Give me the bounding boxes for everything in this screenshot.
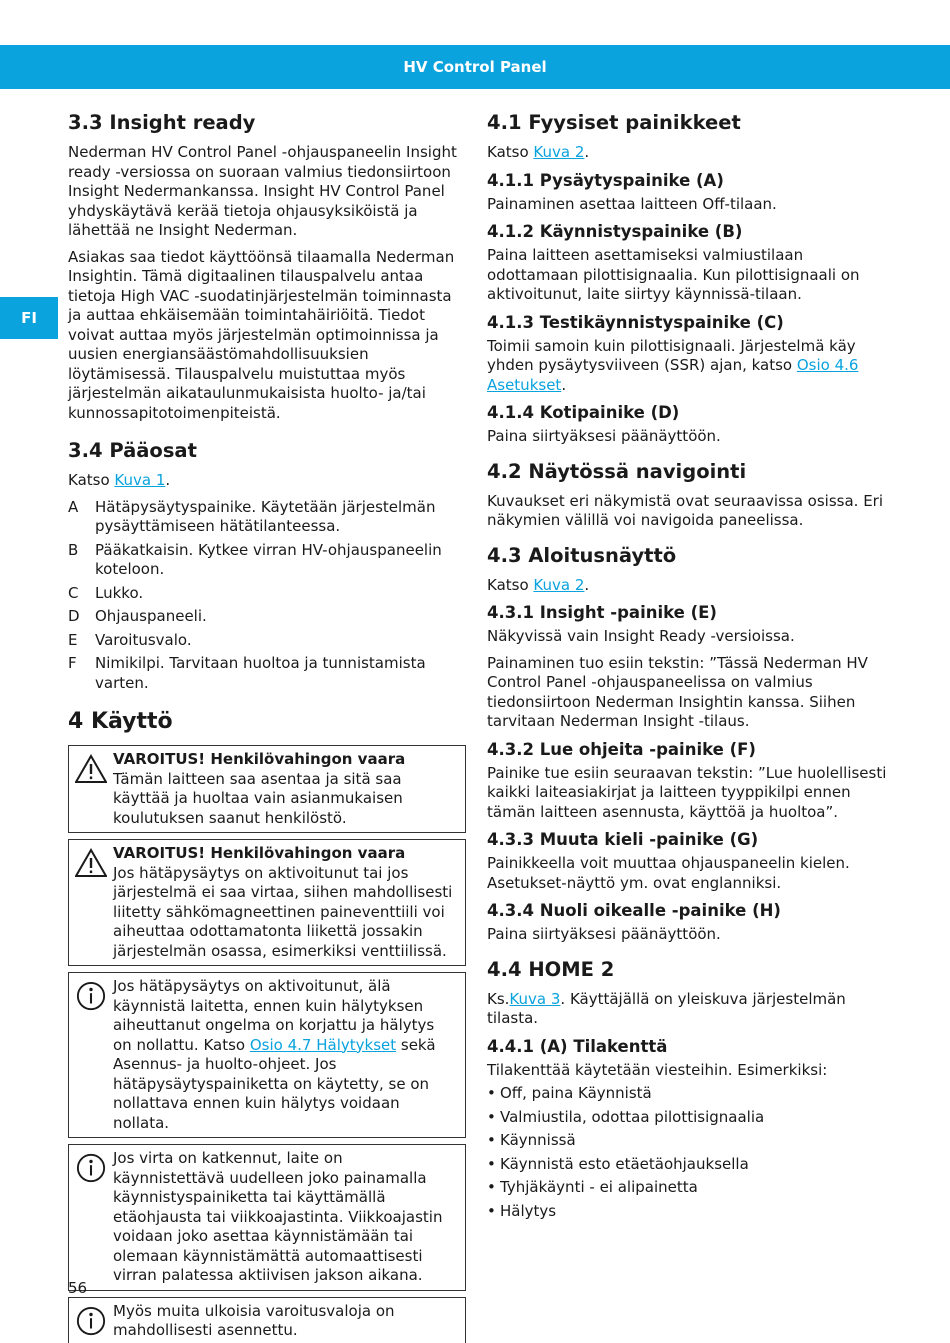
info-icon (75, 1306, 107, 1336)
info-icon (75, 1153, 107, 1183)
warning-text: Jos hätäpysäytys on aktivoitunut tai jos järjestelmä ei saa virtaa, siihen mahdollisesti liitetty sähkömagneettinen paineventtiili voi aiheuttaa odottamatonta liikettä jossakin järjestelmän osassa, esimerkiksi venttiilissä. (113, 863, 453, 960)
info-icon (75, 981, 107, 1011)
section-4-3-1-title: 4.3.1 Insight -painike (E) (487, 603, 717, 622)
list-item: B Pääkatkaisin. Kytkee virran HV-ohjauspaneelin koteloon. (68, 540, 442, 578)
chapter-4-title: 4 Käyttö (68, 709, 173, 734)
page-number: 56 (68, 1279, 88, 1297)
section-4-7-link[interactable]: Osio 4.7 Hälytykset (249, 1035, 397, 1054)
left-column (68, 110, 466, 1343)
language-tab (0, 297, 58, 339)
list-item: E Varoitusvalo. (68, 630, 192, 649)
status-message-list (487, 1084, 887, 1221)
section-4-2-text: Kuvaukset eri näkymistä ovat seuraavissa osissa. Eri näkymien välillä voi navigoida paneelissa. (487, 491, 884, 529)
section-4-1-title: 4.1 Fyysiset painikkeet (487, 111, 741, 134)
section-3-3-paragraph-2: Asiakas saa tiedot käyttöönsä tilaamalla Nederman Insightin. Tämä digitaalinen tilauspalvelu antaa tietoja High VAC -suodatinjärjestelmän toiminnasta ja auttaa ehkäisemään toimintahäiriöitä. Tiedot voivat auttaa myös järjestelmän optimoinnissa ja uusien energiansäästömahdollisuuksien löytämisessä. Tilauspalvelu muistuttaa myös järjestelmän aikataulunmukaisista huolto- ja/tai kunnossapitotoimenpiteistä. (68, 247, 455, 422)
section-4-1-3-text: Toimii samoin kuin pilottisignaali. Järjestelmä käy yhden pysäytysviiveen (SSR) ajan, katso Osio 4.6 Asetukset. (487, 336, 859, 394)
section-4-1-4-title: 4.1.4 Kotipainike (D) (487, 403, 680, 422)
figure-2-link[interactable]: Kuva 2 (533, 143, 585, 161)
section-4-1-2-text: Paina laitteen asettamiseksi valmiustilaan odottamaan pilottisignaalia. Kun pilottisignaali on aktivoitunut, laite siirtyy käynnissä-tilaan. (487, 246, 860, 303)
warning-triangle-icon (75, 754, 107, 784)
language-tab-label: FI (21, 309, 37, 327)
section-4-4-1-text: Tilakenttää käytetään viesteihin. Esimerkiksi: (487, 1060, 828, 1079)
section-4-1-4-text: Paina siirtyäksesi päänäyttöön. (487, 427, 721, 445)
section-4-3-4-text: Paina siirtyäksesi päänäyttöön. (487, 925, 721, 943)
section-4-1-1-text: Painaminen asettaa laitteen Off-tilaan. (487, 194, 777, 213)
section-4-2-title: 4.2 Näytössä navigointi (487, 459, 747, 483)
warning-box (68, 745, 466, 833)
section-4-3-1-text-2: Painaminen tuo esiin tekstin: ”Tässä Nederman HV Control Panel -ohjauspaneelissa on valmius tiedonsiirtoon Nederman Insightin kanssa. Siihen tarvitaan Nederman Insight -tilaus. (487, 653, 868, 730)
header-bar (0, 45, 950, 89)
section-4-4-1-title: 4.4.1 (A) Tilakenttä (487, 1036, 668, 1056)
list-item: • Käynnistä esto etäetäohjauksella (487, 1154, 749, 1173)
info-text: Jos virta on katkennut, laite on käynnistettävä uudelleen joko painamalla käynnistyspainiketta tai käyttämällä etäohjausta tai viikkoajastinta. Viikkoajastin voidaan joko asettaa käynnistämään tai olemaan käynnistämättä automaattisesti virran palatessa aktiivisen jakson aikana. (113, 1149, 443, 1284)
section-4-1-3-title: 4.1.3 Testikäynnistyspainike (C) (487, 312, 784, 332)
section-4-4-reference: Ks.Kuva 3. Käyttäjällä on yleiskuva järjestelmän tilasta. (487, 989, 846, 1027)
list-item: • Käynnissä (487, 1131, 576, 1149)
list-item: • Hälytys (487, 1201, 557, 1220)
info-box (68, 972, 466, 1138)
figure-2-link[interactable]: Kuva 2 (533, 575, 585, 594)
warning-text: Tämän laitteen saa asentaa ja sitä saa käyttää ja huoltaa vain asianmukaisen koulutuksen saanut henkilöstö. (113, 769, 403, 827)
section-4-6-link[interactable]: Osio 4.6 Asetukset (487, 356, 859, 394)
section-4-3-1-text-1: Näkyvissä vain Insight Ready -versioissa. (487, 627, 795, 645)
list-item: A Hätäpysäytyspainike. Käytetään järjestelmän pysäyttämiseen hätätilanteessa. (68, 497, 436, 535)
section-4-3-3-title: 4.3.3 Muuta kieli -painike (G) (487, 830, 759, 849)
section-4-3-3-text: Painikkeella voit muuttaa ohjauspaneelin kielen. Asetukset-näyttö ym. ovat englanniksi. (487, 854, 850, 892)
section-4-3-4-title: 4.3.4 Nuoli oikealle -painike (H) (487, 901, 781, 920)
section-3-3-title: 3.3 Insight ready (68, 111, 256, 134)
right-column (487, 110, 887, 1225)
list-item: • Valmiustila, odottaa pilottisignaalia (487, 1107, 765, 1126)
section-3-4-reference: Katso Kuva 1. (68, 471, 171, 489)
section-4-3-title: 4.3 Aloitusnäyttö (487, 543, 677, 567)
info-text: Myös muita ulkoisia varoitusvaloja on mahdollisesti asennettu. (113, 1301, 395, 1339)
section-4-1-1-title: 4.1.1 Pysäytyspainike (A) (487, 170, 724, 190)
info-box (68, 1297, 466, 1343)
figure-1-link[interactable]: Kuva 1 (114, 471, 166, 489)
section-4-3-2-title: 4.3.2 Lue ohjeita -painike (F) (487, 739, 756, 759)
list-item: • Off, paina Käynnistä (487, 1084, 652, 1102)
parts-list (68, 498, 466, 694)
list-item: C Lukko. (68, 583, 144, 602)
header-title: HV Control Panel (403, 58, 547, 76)
list-item: F Nimikilpi. Tarvitaan huoltoa ja tunnistamista varten. (68, 654, 426, 692)
info-text: Jos hätäpysäytys on aktivoitunut, älä käynnistä laitetta, ennen kuin hälytyksen aiheuttanut ongelma on korjattu ja hälytys on nollattu. Katso Osio 4.7 Hälytykset sekä Asennus- ja huolto-ohjeet. Jos hätäpysäytyspainiketta on käytetty, se on nollattava ennen kuin hälytys voidaan nollata. (113, 977, 436, 1132)
info-box (68, 1144, 466, 1291)
section-3-3-paragraph-1: Nederman HV Control Panel -ohjauspaneelin Insight ready -versiossa on suoraan valmius tiedonsiirtoon Insight Nedermankanssa. Insight HV Control Panel yhdyskäytävä kerää tietoja ohjausyksiköistä ja lähettää ne Insight Nederman. (68, 143, 457, 239)
warning-title: VAROITUS! Henkilövahingon vaara (113, 844, 406, 862)
section-4-1-2-title: 4.1.2 Käynnistyspainike (B) (487, 222, 743, 241)
section-4-3-reference: Katso Kuva 2. (487, 575, 590, 594)
section-3-4-title: 3.4 Pääosat (68, 439, 197, 462)
warning-box (68, 839, 466, 966)
figure-3-link[interactable]: Kuva 3 (509, 989, 561, 1008)
section-4-1-reference: Katso Kuva 2. (487, 143, 590, 161)
section-4-4-title: 4.4 HOME 2 (487, 957, 615, 981)
section-4-3-2-text: Painike tue esiin seuraavan tekstin: ”Lue huolellisesti kaikki laiteasiakirjat ja laitteen tyyppikilpi ennen tämän laitteen asennusta, käyttöä ja huoltoa”. (487, 763, 887, 821)
list-item: D Ohjauspaneeli. (68, 607, 207, 625)
list-item: • Tyhjäkäynti - ei alipainetta (487, 1178, 698, 1196)
warning-title: VAROITUS! Henkilövahingon vaara (113, 750, 406, 768)
warning-triangle-icon (75, 848, 107, 878)
